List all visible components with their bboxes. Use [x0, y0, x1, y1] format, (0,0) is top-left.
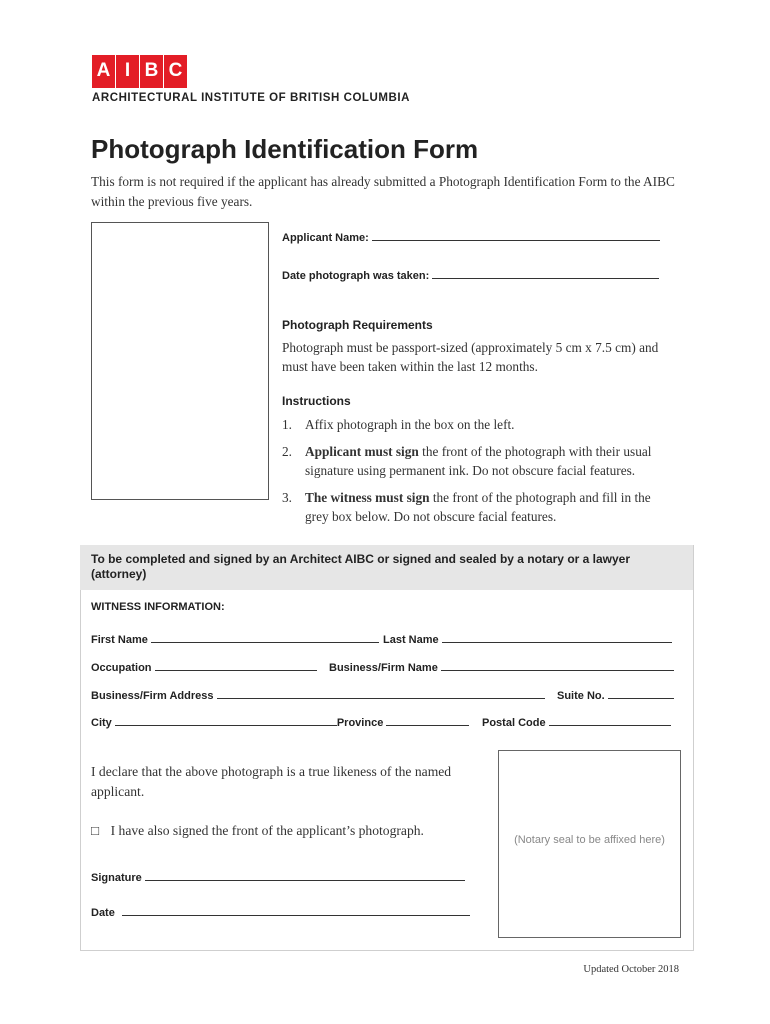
postal-code-line[interactable]	[549, 714, 671, 726]
date-line[interactable]	[122, 904, 470, 916]
organization-name: ARCHITECTURAL INSTITUTE OF BRITISH COLUMBIA	[92, 92, 410, 104]
witness-header-text: To be completed and signed by an Architect AIBC or signed and sealed by a notary or a lawyer (attorney)	[91, 552, 631, 581]
logo-letter-i: I	[116, 55, 139, 88]
last-name-field[interactable]	[383, 631, 672, 646]
suite-line[interactable]	[608, 687, 674, 699]
notary-placeholder: (Notary seal to be affixed here)	[514, 834, 665, 846]
instruction-text: Affix photograph in the box on the left.	[305, 417, 515, 432]
date-label: Date	[91, 907, 115, 919]
instruction-number: 3.	[282, 490, 292, 505]
occupation-line[interactable]	[155, 659, 317, 671]
checkbox-icon[interactable]: □	[91, 823, 100, 838]
logo-letter-a: A	[92, 55, 115, 88]
occupation-field[interactable]	[91, 659, 317, 674]
suite-label: Suite No.	[557, 690, 605, 702]
date-taken-label: Date photograph was taken:	[282, 270, 430, 282]
requirements-text: Photograph must be passport-sized (approximately 5 cm x 7.5 cm) and must have been taken within the last 12 months.	[282, 340, 659, 374]
suite-field[interactable]	[557, 687, 674, 702]
instruction-bold: The witness must sign	[305, 490, 430, 505]
requirements-heading: Photograph Requirements	[282, 318, 433, 332]
instruction-item	[282, 415, 677, 434]
first-name-line[interactable]	[151, 631, 379, 643]
instructions-heading: Instructions	[282, 394, 351, 408]
first-name-label: First Name	[91, 634, 148, 646]
logo-letter-b: B	[140, 55, 163, 88]
province-line[interactable]	[386, 714, 469, 726]
city-line[interactable]	[115, 714, 337, 726]
instruction-item	[282, 442, 677, 480]
notary-seal-box[interactable]	[498, 750, 681, 938]
date-taken-field[interactable]	[282, 267, 659, 282]
postal-code-label: Postal Code	[482, 717, 546, 729]
last-name-label: Last Name	[383, 634, 439, 646]
instruction-bold: Applicant must sign	[305, 444, 419, 459]
applicant-name-label: Applicant Name:	[282, 232, 369, 244]
postal-code-field[interactable]	[482, 714, 671, 729]
witness-info-label: WITNESS INFORMATION:	[91, 601, 225, 613]
instruction-item	[282, 488, 677, 526]
last-name-line[interactable]	[442, 631, 672, 643]
logo-letter-c: C	[164, 55, 187, 88]
occupation-label: Occupation	[91, 662, 152, 674]
declaration-text: I declare that the above photograph is a true likeness of the named applicant.	[91, 764, 452, 799]
signature-label: Signature	[91, 872, 142, 884]
instruction-number: 1.	[282, 417, 292, 432]
applicant-name-line[interactable]	[372, 229, 660, 241]
intro-text: This form is not required if the applicant has already submitted a Photograph Identification Form to the AIBC within the previous five years.	[91, 174, 675, 209]
business-address-field[interactable]	[91, 687, 545, 702]
business-name-line[interactable]	[441, 659, 674, 671]
instruction-text: the front of the photograph with their usual signature using permanent ink. Do not obscure facial features.	[305, 444, 652, 478]
signature-line[interactable]	[145, 869, 465, 881]
checkbox-label: I have also signed the front of the applicant’s photograph.	[110, 823, 424, 838]
instruction-text: the front of the photograph and fill in the grey box below. Do not obscure facial features.	[305, 490, 651, 524]
business-name-field[interactable]	[329, 659, 674, 674]
photo-box[interactable]	[91, 222, 269, 500]
applicant-name-field[interactable]	[282, 229, 660, 244]
city-field[interactable]	[91, 714, 469, 729]
date-field[interactable]	[91, 904, 470, 919]
footer-updated: Updated October 2018	[583, 964, 679, 975]
first-name-field[interactable]	[91, 631, 379, 646]
city-label: City	[91, 717, 112, 729]
business-address-label: Business/Firm Address	[91, 690, 214, 702]
photo-signed-checkbox-row[interactable]	[91, 821, 424, 840]
province-label: Province	[336, 717, 384, 729]
signature-field[interactable]	[91, 869, 465, 884]
instruction-number: 2.	[282, 444, 292, 459]
business-address-line[interactable]	[217, 687, 545, 699]
business-name-label: Business/Firm Name	[329, 662, 438, 674]
date-taken-line[interactable]	[432, 267, 659, 279]
page-title: Photograph Identification Form	[91, 134, 479, 164]
